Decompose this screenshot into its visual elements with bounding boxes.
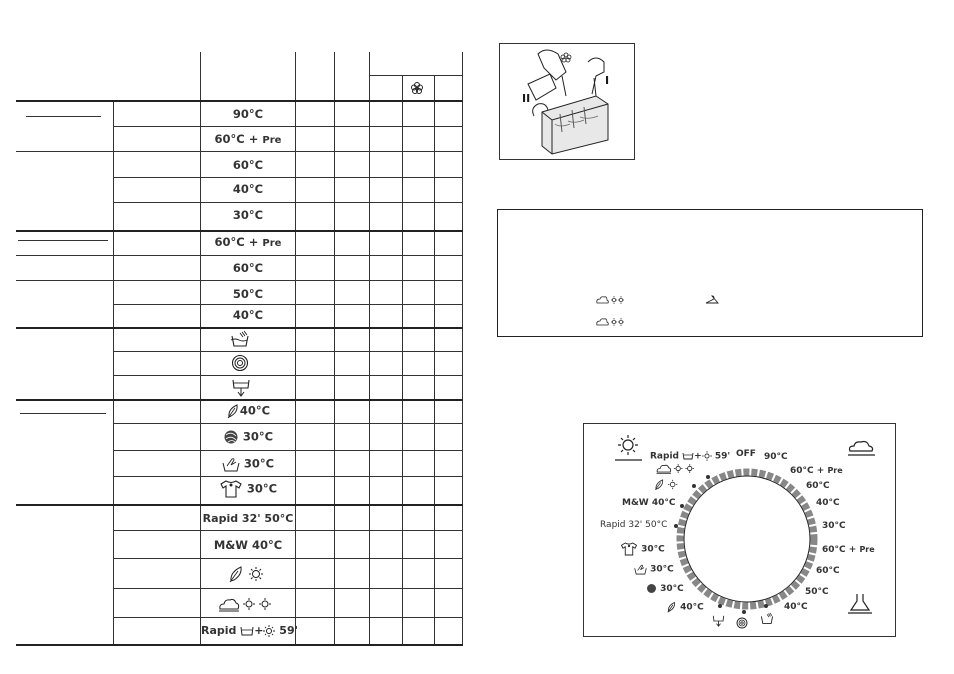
dial-feather-40[interactable]: 40°C (666, 601, 704, 614)
dial-off[interactable]: OFF (736, 449, 756, 459)
dial-50[interactable]: 50°C (805, 587, 829, 597)
program-60: 60°C (232, 158, 264, 172)
dial-rinse[interactable] (760, 612, 774, 625)
wool-ball-icon (646, 583, 657, 594)
cloud-double-sun-icon (218, 595, 274, 613)
dial-40[interactable]: 40°C (816, 498, 840, 508)
hand-wash-icon (634, 563, 647, 575)
dial-60-b[interactable]: 60°C (816, 566, 840, 576)
hanger-icon (704, 295, 720, 305)
hand-wash-icon (222, 456, 240, 472)
cloud-sun-small-icon (596, 295, 626, 305)
cloud-sun-small-icon-2 (596, 317, 626, 327)
program-cloud-double-sun (218, 593, 274, 613)
dial-spin[interactable] (736, 617, 748, 629)
program-wool-30: 30°C (201, 429, 295, 445)
spin-icon (231, 354, 249, 372)
feather-icon (226, 403, 240, 419)
wool-ball-icon (223, 429, 239, 445)
program-rapid-59: Rapid + 59' (201, 624, 298, 637)
program-60-pre-b: 60°C + Pre (214, 235, 282, 249)
dial-rapid-59[interactable]: Rapid + 59' (650, 451, 731, 462)
dial-dot (764, 604, 768, 608)
dial-60[interactable]: 60°C (806, 481, 830, 491)
compartment-two-label: II (522, 92, 531, 105)
program-90: 90°C (232, 107, 264, 121)
program-60-pre: 60°C + Pre (214, 132, 282, 146)
dial-cloud-double-sun[interactable] (654, 462, 698, 475)
dial-dot (706, 475, 710, 479)
program-mw-40: M&W 40°C (213, 538, 283, 552)
program-shirt-30: 30°C (201, 480, 295, 498)
dial-dot (718, 604, 722, 608)
dry-cloud-icon (847, 438, 877, 458)
rinse-icon (230, 330, 250, 348)
dial-dot (680, 504, 684, 508)
dial-rapid-32[interactable]: Rapid 32' 50°C (600, 520, 668, 530)
program-40: 40°C (232, 182, 264, 196)
program-40-b: 40°C (232, 308, 264, 322)
dial-90[interactable]: 90°C (764, 452, 788, 462)
shirt-icon (620, 542, 638, 556)
dial-hand-30[interactable]: 30°C (634, 563, 674, 576)
dial-40-b[interactable]: 40°C (784, 602, 808, 612)
dial-shirt-30[interactable]: 30°C (620, 542, 665, 556)
rapid-dryer-icon (240, 626, 254, 636)
dial-30[interactable]: 30°C (822, 521, 846, 531)
info-box (497, 209, 923, 337)
dial-60-pre-b[interactable]: 60°C + Pre (822, 545, 875, 555)
drain-icon (231, 378, 251, 398)
softener-flower-icon (410, 81, 424, 95)
feather-icon (666, 601, 677, 613)
program-handwash-30: 30°C (201, 456, 295, 472)
wash-flask-icon (847, 592, 873, 614)
program-60-b: 60°C (232, 261, 264, 275)
sun-icon (263, 625, 275, 637)
program-feather-40: 40°C (201, 403, 295, 419)
dial-drain[interactable] (712, 614, 725, 628)
dial-feather-sun[interactable] (654, 478, 682, 491)
dial-60-pre[interactable]: 60°C + Pre (790, 466, 843, 476)
detergent-drawer-illustration (499, 43, 635, 160)
program-feather-sun (228, 563, 270, 583)
dry-sun-icon (614, 434, 644, 464)
program-rapid-32: Rapid 32' 50°C (202, 512, 294, 525)
shirt-icon (219, 480, 243, 498)
sun-icon (702, 451, 712, 461)
dial-mw-40[interactable]: M&W 40°C (622, 498, 676, 508)
rapid-dryer-icon (682, 452, 694, 460)
dial-dot (674, 524, 678, 528)
program-50: 50°C (232, 287, 264, 301)
drawer-drawing (500, 44, 634, 159)
dial-wool-30[interactable]: 30°C (646, 583, 684, 595)
feather-sun-icon (228, 565, 270, 583)
program-30: 30°C (232, 208, 264, 222)
dial-dot (742, 610, 746, 614)
dial-dot (692, 484, 696, 488)
compartment-one-label: I (605, 74, 610, 87)
programme-dial-panel (583, 423, 896, 637)
